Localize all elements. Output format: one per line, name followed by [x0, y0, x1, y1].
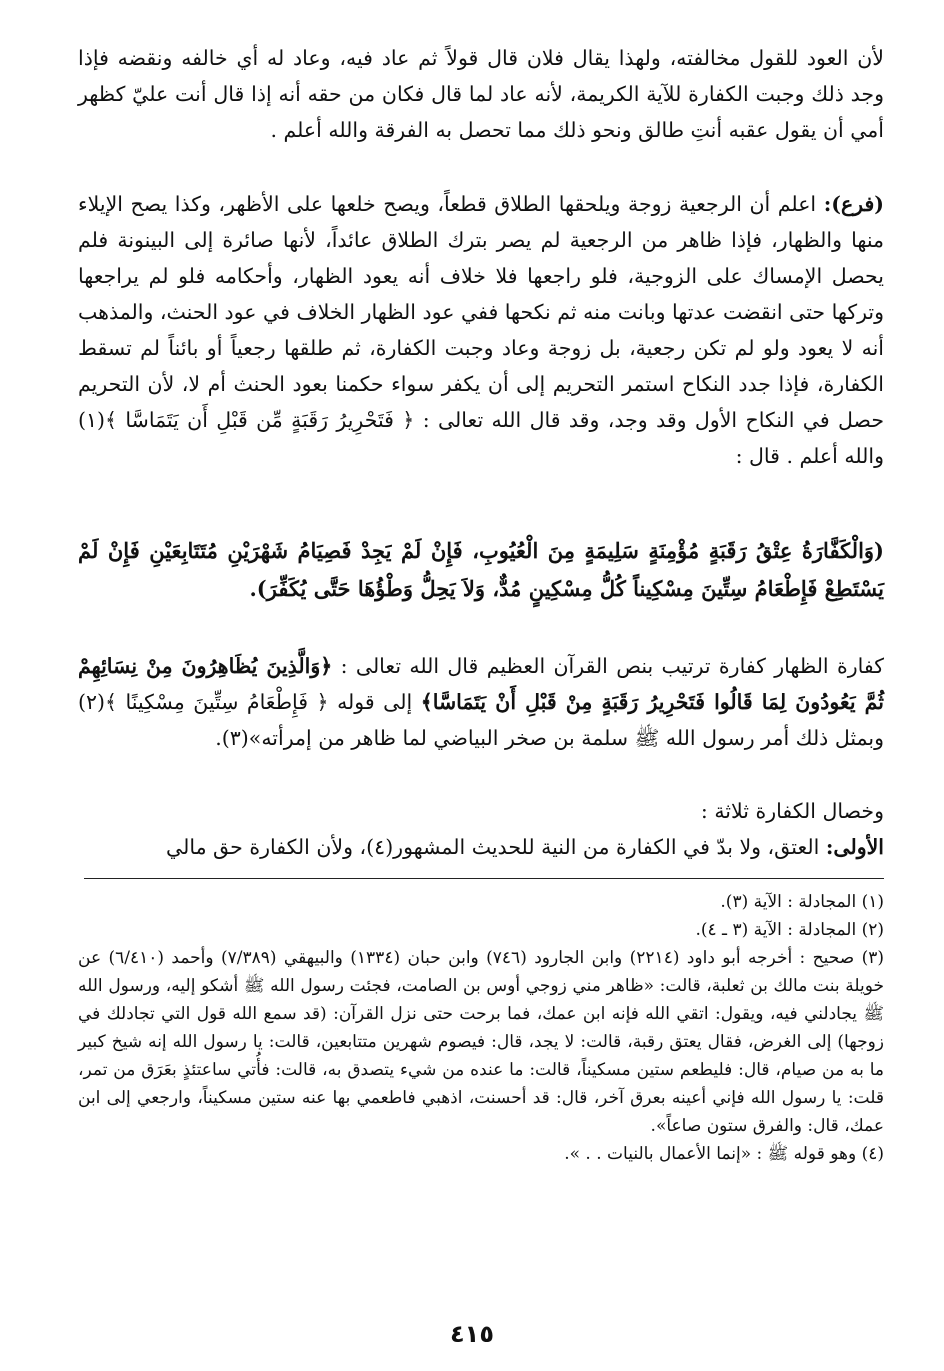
footnotes — [78, 888, 884, 1168]
expiation-continuation: إلى قوله ﴿ فَإِطْعَامُ سِتِّينَ مِسْكِينًا ﴾(٢) وبمثل ذلك أمر رسول الله ﷺ سلمة بن صخر البياضي لما ظاهر من إمرأته»(٣). — [78, 690, 884, 750]
first-trait-text: العتق، ولا بدّ في الكفارة من النية للحديث المشهور(٤)، ولأن الكفارة حق مالي — [165, 835, 820, 859]
page-number: ٤١٥ — [450, 1320, 494, 1348]
branch-paragraph — [78, 186, 884, 474]
expiation-paragraph — [78, 648, 884, 756]
matn-text: (وَالْكَفَّارَةُ عِتْقُ رَقَبَةٍ مُؤْمِنَةٍ سَلِيمَةٍ مِنَ الْعُيُوبِ، فَإِنْ لَمْ يَجِدْ فَصِيَامُ شَهْرَيْنِ مُتَتَابِعَيْنِ فَإِنْ لَمْ يَسْتَطِعْ فَإِطْعَامُ سِتِّينَ مِسْكِيناً كُلُّ مِسْكِينٍ مُدٌّ، وَلاَ يَحِلُّ وَطْؤُهَا حَتَّى يُكَفِّرَ). — [78, 538, 884, 601]
traits-paragraph — [78, 793, 884, 865]
traits-heading: وخصال الكفارة ثلاثة : — [700, 799, 884, 823]
footnote: (٣) صحيح : أخرجه أبو داود (٢٢١٤) وابن الجارود (٧٤٦) وابن حبان (١٣٣٤) والبيهقي (٧/٣٨٩) وأحمد (٦/٤١٠) عن خويلة بنت مالك بن ثعلبة، قالت: «ظاهر مني زوجي أوس بن الصامت، فجئت رسول الله ﷺ أشكو إليه، ورسول الله ﷺ يجادلني فيه، ويقول: اتقي الله فإنه ابن عمك، فما برحت حتى نزل القرآن: (قد سمع الله قول التي تجادلك في زوجها) إلى الغرض، فقال يعتق رقبة، قالت: لا يجد، قال: فيصوم شهرين متتابعين، قالت: يا رسول الله إنه شيخ كبير ما به من صيام، قال: فليطعم ستين مسكيناً، قالت: ما عنده من شيء يتصدق به، قالت: فأُتي ساعتئذٍ بعَرَق من تمر، قلت: يا رسول الله فإني أعينه بعرق آخر، قال: قد أحسنت، اذهبي فاطعمي بها عنه ستين مسكيناً، وارجعي إلى ابن عمك، قال: والفرق ستون صاعاً». — [78, 948, 884, 1136]
footnote-divider — [84, 878, 884, 879]
branch-label: (فرع): — [823, 192, 884, 216]
intro-paragraph: لأن العود للقول مخالفته، ولهذا يقال فلان قال قولاً ثم عاد فيه، وعاد له أي خالفه ونقضه فإذا وجد ذلك وجبت الكفارة للآية الكريمة، لأنه عاد لما قال فكان من حقه أنه إذا قال أنت عليّ كظهر أمي أن يقول عقبه أنتِ طالق ونحو ذلك مما تحصل به الفرقة والله أعلم . — [78, 46, 884, 142]
footnote: (٢) المجادلة : الآية (٣ ـ ٤). — [695, 920, 884, 940]
footnote: (٤) وهو قوله ﷺ : «إنما الأعمال بالنيات . . ». — [564, 1144, 884, 1164]
footnote: (١) المجادلة : الآية (٣). — [720, 892, 884, 912]
branch-text: اعلم أن الرجعية زوجة ويلحقها الطلاق قطعاً، ويصح خلعها على الأظهر، وكذا يصح الإيلاء منها والظهار، فإذا ظاهر من الرجعية لم يصر بترك الطلاق عائداً، لأنها صائرة إلى البينونة فلم يحصل الإمساك على الزوجية، فلو راجعها فلا خلاف أنه يعود الظهار، وأحكامه فلو لم يراجعها وتركها حتى انقضت عدتها وبانت منه ثم نكحها ففي عود الظهار الخلاف في عود الحنث، والمذهب أنه لا يعود ولو لم تكن رجعية، بل زوجة وعاد وجبت الكفارة، ثم طلقها رجعياً أو بائناً لم تسقط الكفارة، فإذا جدد النكاح استمر التحريم إلى أن يكفر سواء حكمنا بعود الحنث أم لا، لأن التحريم حصل في النكاح الأول وقد وجد، وقد قال الله تعالى : ﴿ فَتَحْرِيرُ رَقَبَةٍ مِّن قَبْلِ أَن يَتَمَاسَّا ﴾(١) والله أعلم . قال : — [78, 192, 884, 468]
expiation-intro: كفارة الظهار كفارة ترتيب بنص القرآن العظيم قال الله تعالى : — [340, 654, 884, 678]
first-trait-label: الأولى: — [825, 835, 884, 859]
quran-verse: ﴿وَالَّذِينَ يُظَاهِرُونَ مِنْ نِسَائِهِمْ ثُمَّ يَعُودُونَ لِمَا قَالُوا فَتَحْرِيرُ رَقَبَةٍ مِنْ قَبْلِ أَنْ يَتَمَاسَّا﴾ — [78, 654, 884, 714]
